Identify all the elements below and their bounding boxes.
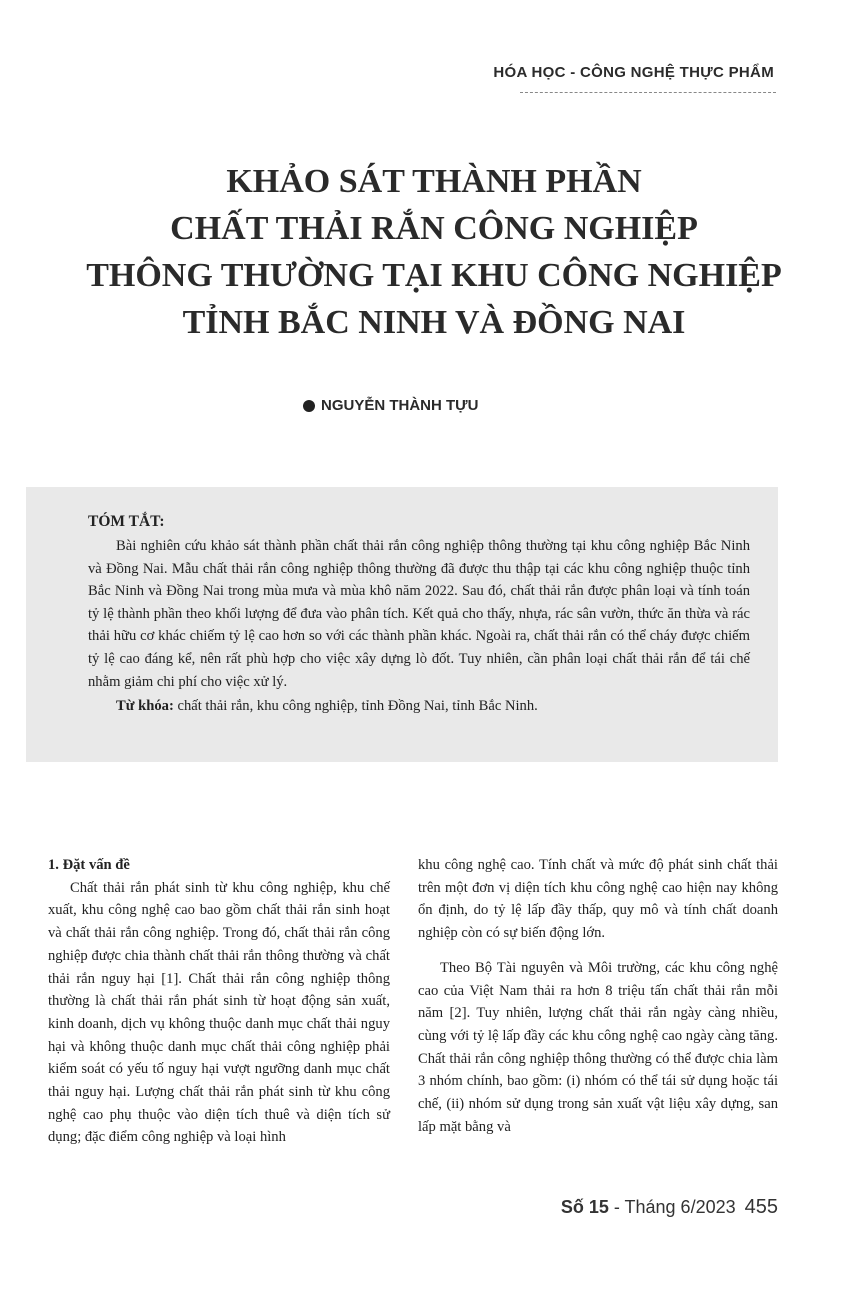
title-line: THÔNG THƯỜNG TẠI KHU CÔNG NGHIỆP [86, 257, 782, 294]
title-line: CHẤT THẢI RẮN CÔNG NGHIỆP [170, 210, 698, 247]
issue-label: Số 15 [560, 1197, 609, 1217]
keywords-line [88, 695, 750, 718]
body-paragraph: khu công nghệ cao. Tính chất và mức độ phát sinh chất thải trên một đơn vị diện tích khu công nghệ cao hiện nay không ổn định, do tỷ lệ lấp đầy thấp, quy mô và tính chất doanh nghiệp còn có sự biến động lớn. [418, 857, 778, 942]
footer-separator: - [608, 1197, 625, 1217]
section-heading: 1. Đặt vấn đề [48, 857, 130, 873]
header-divider [520, 92, 776, 93]
body-paragraph: Chất thải rắn phát sinh từ khu công nghiệp, khu chế xuất, khu công nghệ cao bao gồm chất thải rắn sinh hoạt và chất thải rắn công nghiệp. Trong đó, chất thải rắn công nghiệp được chia thành chất thải rắn thông thường và chất thải rắn nguy hại [1]. Chất thải rắn công nghiệp thông thường là chất thải rắn phát sinh từ hoạt động sản xuất, kinh doanh, dịch vụ không thuộc danh mục chất thải nguy hại và không thuộc danh mục chất thải công nghiệp phải kiểm soát có yếu tố nguy hại vượt ngưỡng danh mục chất thải nguy hại. Lượng chất thải rắn phát sinh từ khu công nghệ cao phụ thuộc vào diện tích thuê và diện tích sử dụng; đặc điểm công nghiệp và loại hình [48, 879, 390, 1146]
page-footer [561, 1196, 778, 1219]
issue-date: Tháng 6/2023 [624, 1197, 736, 1217]
journal-section-header: HÓA HỌC - CÔNG NGHỆ THỰC PHẨM [493, 64, 774, 81]
keywords-text: chất thải rắn, khu công nghiệp, tỉnh Đồng Nai, tỉnh Bắc Ninh. [173, 698, 538, 715]
title-line: TỈNH BẮC NINH VÀ ĐỒNG NAI [182, 304, 686, 341]
bullet-icon [303, 400, 315, 412]
left-column [48, 854, 390, 1149]
article-title [0, 158, 868, 346]
body-paragraph: Theo Bộ Tài nguyên và Môi trường, các khu công nghệ cao của Việt Nam thải ra hơn 8 triệu tấn chất thải rắn mỗi năm [2]. Tuy nhiên, lượng chất thải rắn ngày càng nhiều, cùng với tỷ lệ lấp đầy các khu công nghệ cao ngày càng tăng. Chất thải rắn công nghiệp thông thường có thể được chia làm 3 nhóm chính, bao gồm: (i) nhóm có thể tái sử dụng hoặc tái chế, (ii) nhóm sử dụng trong sản xuất vật liệu xây dựng, san lấp mặt bằng và [418, 959, 778, 1135]
page-number: 455 [744, 1196, 778, 1218]
abstract-heading: TÓM TẮT: [88, 513, 165, 530]
keywords-label: Từ khóa: [116, 698, 174, 715]
abstract-box [26, 487, 778, 762]
abstract-text: Bài nghiên cứu khảo sát thành phần chất thải rắn công nghiệp thông thường tại khu công nghiệp Bắc Ninh và Đồng Nai. Mẫu chất thải rắn công nghiệp thông thường đã được thu thập tại các khu công nghiệp thuộc tỉnh Bắc Ninh và Đồng Nai trong mùa mưa và mùa khô năm 2022. Sau đó, chất thải rắn được phân loại và tính toán tỷ lệ thành phần theo khối lượng để đưa vào phân tích. Kết quả cho thấy, nhựa, rác sân vườn, thức ăn thừa và rác thải hữu cơ khác chiếm tỷ lệ cao hơn so với các thành phần khác. Ngoài ra, chất thải rắn có thể cháy được chiếm tỷ lệ cao đáng kể, nên rất phù hợp cho việc xây dựng lò đốt. Tuy nhiên, cần phân loại chất thải rắn để tái chế nhằm giảm chi phí cho việc xử lý. [88, 538, 750, 690]
author-line [303, 397, 478, 414]
author-name: NGUYỄN THÀNH TỰU [321, 397, 479, 414]
title-line: KHẢO SÁT THÀNH PHẦN [226, 163, 642, 200]
right-column [418, 854, 778, 1138]
